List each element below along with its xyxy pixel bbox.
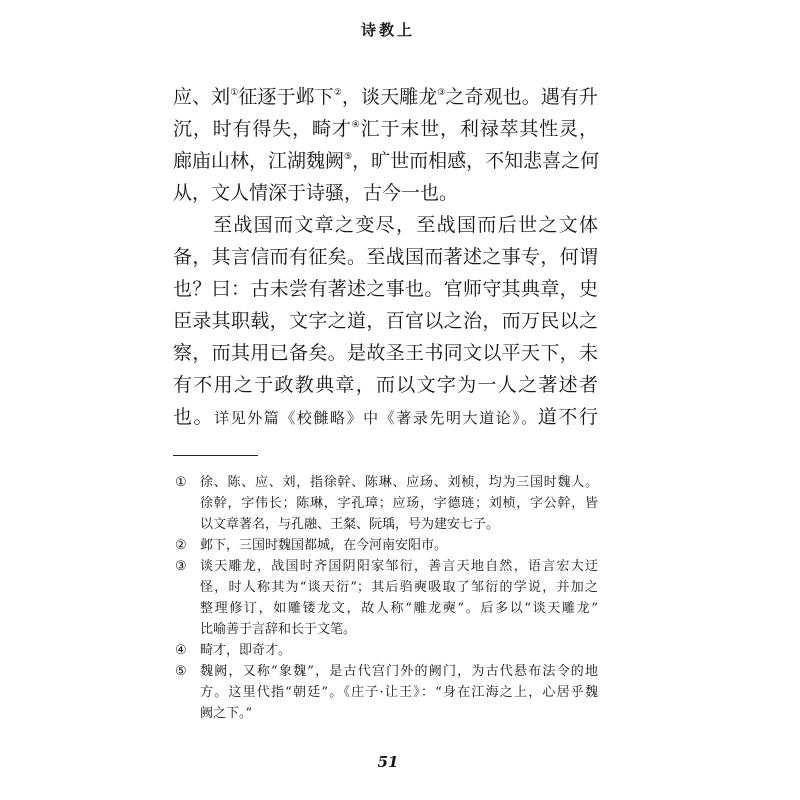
body-line xyxy=(173,209,598,241)
text-run: 应、刘 xyxy=(173,86,231,108)
body-line xyxy=(173,113,598,145)
text-run: 也？曰：古未尝有著述之事也。官师守其典章，史 xyxy=(173,278,598,300)
text-run: 汇于末世，利禄萃其性灵， xyxy=(360,118,598,140)
text-run: 廊庙山林，江湖魏阙 xyxy=(173,150,345,172)
footnote-text xyxy=(200,556,598,640)
footnote-line: 方。这里代指“朝廷”。《庄子·让王》：“身在江海之上，心居乎魏 xyxy=(200,685,598,700)
text-run: 从，文人情深于诗骚，古今一也。 xyxy=(173,182,459,204)
footnote-ref: ⑤ xyxy=(344,152,353,162)
body-line xyxy=(173,177,598,209)
footnotes xyxy=(173,472,598,724)
running-title: 诗教上 xyxy=(360,21,415,39)
footnote-separator-rule xyxy=(173,455,258,456)
text-run: ，谈天雕龙 xyxy=(341,86,438,108)
footnote-ref: ① xyxy=(230,88,239,98)
footnote-line: 整理修订，如雕镂龙文，故人称“雕龙奭”。后多以“谈天雕龙” xyxy=(200,601,598,616)
footnote-marker: ② xyxy=(175,538,187,553)
footnote-line: 阙之下。” xyxy=(200,706,253,721)
page-number: 51 xyxy=(377,753,399,771)
footnote-marker: ③ xyxy=(175,559,187,574)
footnote-line: 畸才，即奇才。 xyxy=(200,643,292,658)
body-line xyxy=(173,241,598,273)
footnote-ref: ② xyxy=(333,88,342,98)
footnote-5 xyxy=(173,661,598,724)
text-run: 有不用之于政教典章，而以文字为一人之著述者 xyxy=(173,374,598,396)
body-line xyxy=(173,305,598,337)
body-line xyxy=(173,369,598,401)
footnote-marker: ④ xyxy=(175,643,187,658)
text-run: 道不行 xyxy=(537,406,598,428)
footnote-ref: ④ xyxy=(351,120,361,130)
text-run: 至战国而文章之变尽，至战国而后世之文体 xyxy=(213,214,598,236)
body-line xyxy=(173,145,598,177)
footnote-text xyxy=(200,661,598,724)
footnote-line: 谈天雕龙，战国时齐国阴阳家邹衍，善言天地自然，语言宏大迂 xyxy=(200,559,598,574)
footnote-4 xyxy=(173,640,598,661)
body-line xyxy=(173,81,598,113)
footnote-line: 邺下，三国时魏国都城，在今河南安阳市。 xyxy=(200,538,448,553)
footnote-line: 以文章著名，与孔融、王粲、阮瑀，号为建安七子。 xyxy=(200,517,500,532)
text-run: 也。 xyxy=(173,406,215,428)
text-run: 征逐于邺下 xyxy=(238,86,334,108)
footnote-line: 怪，时人称其为“谈天衍”；其后驺奭吸取了邹衍的学说，并加之 xyxy=(200,580,598,595)
footnote-1 xyxy=(173,472,598,535)
footnote-ref: ③ xyxy=(437,88,446,98)
footnote-line: 徐幹，字伟长；陈琳，字孔璋；应玚，字德琏；刘桢，字公幹，皆 xyxy=(200,496,598,511)
footnote-marker: ⑤ xyxy=(175,664,187,679)
text-run: 臣录其职载，文字之道，百官以之治，而万民以之 xyxy=(173,310,598,332)
text-run: ，旷世而相感，不知悲喜之何 xyxy=(352,150,600,172)
text-run: 之奇观也。遇有升 xyxy=(445,86,598,108)
body-line xyxy=(173,337,598,369)
footnote-marker: ① xyxy=(175,475,187,490)
text-run: 沉，时有得失，畸才 xyxy=(173,118,352,140)
body-line xyxy=(173,273,598,305)
footnote-text xyxy=(200,535,598,556)
text-run: 察，而其用已备矣。是故圣王书同文以平天下，未 xyxy=(173,342,598,364)
main-text xyxy=(173,81,598,433)
footnote-line: 比喻善于言辞和长于文笔。 xyxy=(200,622,357,637)
footnote-text xyxy=(200,640,598,661)
text-run: 备，其言信而有征矣。至战国而著述之事专，何谓 xyxy=(173,246,598,268)
footnote-3 xyxy=(173,556,598,640)
footnote-line: 徐、陈、应、刘，指徐幹、陈琳、应玚、刘桢，均为三国时魏人。 xyxy=(200,475,598,490)
footnote-2 xyxy=(173,535,598,556)
footnote-line: 魏阙，又称“象魏”，是古代宫门外的阙门，为古代悬布法令的地 xyxy=(200,664,598,679)
footnote-text xyxy=(200,472,598,535)
body-line xyxy=(173,401,598,433)
inline-author-note: 详见外篇《校雠略》中《著录先明大道论》。 xyxy=(214,409,538,427)
